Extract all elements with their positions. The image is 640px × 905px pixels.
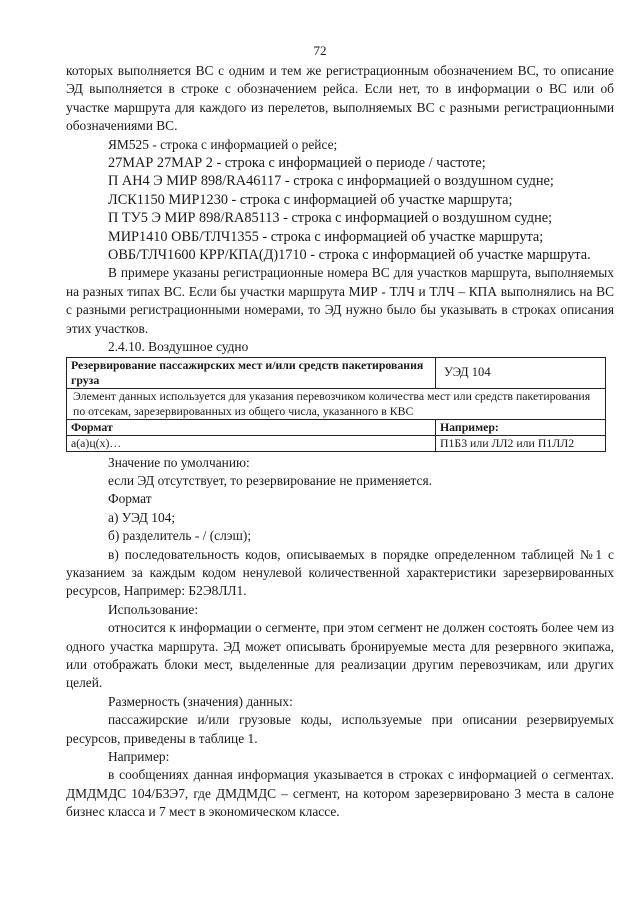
format-heading: Формат <box>108 491 152 507</box>
example-line: П ТУ5 Э МИР 898/RA85113 - строка с информацией о воздушном судне; <box>108 210 553 227</box>
table-format-value: а(а)ц(х)… <box>67 435 436 451</box>
format-item: а) УЭД 104; <box>108 509 176 525</box>
example-line: ОВБ/ТЛЧ1600 КРР/КПА(Д)1710 - строка с информацией об участке маршрута. <box>108 247 591 264</box>
example-line: 27МАР 27МАР 2 - строка с информацией о периоде / частоте; <box>108 155 486 172</box>
example-line: ЯМ525 - строка с информацией о рейсе; <box>108 136 338 152</box>
example-line: ЛСК1150 МИР1230 - строка с информацией об участке маршрута; <box>108 191 513 208</box>
data-element-table <box>66 357 606 452</box>
example-text: в сообщениях данная информация указывается в строках с информацией о сегментах. ДМДМДС 104/Б3Э7, где ДМДМДС – сегмент, на котором зарезервировано 3 места в салоне бизнес класса и 7 мест в экономическом классе. <box>66 767 614 820</box>
table-description: Элемент данных используется для указания перевозчиком количества мест или средств пакетирования по отсекам, зарезервированных из общего числа, указанного в КВС <box>67 388 606 419</box>
usage-text: относится к информации о сегменте, при этом сегмент не должен состоять более чем из одного участка маршрута. ЭД может описывать бронируемые места для резервного экипажа, или отображать блоки мест, выделенные для реализации другим перевозчикам, или других целей. <box>66 620 614 691</box>
format-item: в) последовательность кодов, описываемых в порядке определенном таблицей №1 с указанием за каждым кодом ненулевой количественной характеристики зарезервированных ресурсов, Например: Б2Э8ЛЛ1. <box>66 546 614 599</box>
table-format-header: Формат <box>67 419 436 435</box>
table-example-value: П1Б3 или ЛЛ2 или П1ЛЛ2 <box>436 435 606 451</box>
table-title: Резервирование пассажирских мест и/или средств пакетирования груза <box>67 357 436 388</box>
usage-label: Использование: <box>108 601 199 617</box>
section-heading: 2.4.10. Воздушное судно <box>108 339 249 355</box>
document-body <box>66 62 614 822</box>
default-label: Значение по умолчанию: <box>108 454 250 470</box>
table-code: УЭД 104 <box>436 357 606 388</box>
note-paragraph: В примере указаны регистрационные номера ВС для участков маршрута, выполняемых на разных типах ВС. Если бы участки маршрута МИР - ТЛЧ и ТЛЧ – КПА выполнялись на ВС с разными регистрационными номерами, то ЭД нужно было бы указывать в строках описания этих участков. <box>66 265 614 336</box>
default-text: если ЭД отсутствует, то резервирование не применяется. <box>108 472 432 488</box>
example-label: Например: <box>108 749 170 764</box>
dimension-label: Размерность (значения) данных: <box>108 693 293 709</box>
table-example-header: Например: <box>436 419 606 435</box>
format-item: б) разделитель - / (слэш); <box>108 528 252 544</box>
intro-paragraph: которых выполняется ВС с одним и тем же регистрационным обозначением ВС, то описание ЭД выполняется в строке с обозначением рейса. Если нет, то в информации о ВС или об участке маршрута для каждого из перелетов, выполняемых ВС с разными регистрационными обозначениями ВС. <box>66 63 614 134</box>
page-number: 72 <box>313 43 327 58</box>
example-line: П АН4 Э МИР 898/RA46117 - строка с информацией о воздушном судне; <box>108 173 554 190</box>
example-line: МИР1410 ОВБ/ТЛЧ1355 - строка с информацией об участке маршрута; <box>108 228 544 245</box>
dimension-text: пассажирские и/или грузовые коды, используемые при описании резервируемых ресурсов, приведены в таблице 1. <box>66 712 614 746</box>
